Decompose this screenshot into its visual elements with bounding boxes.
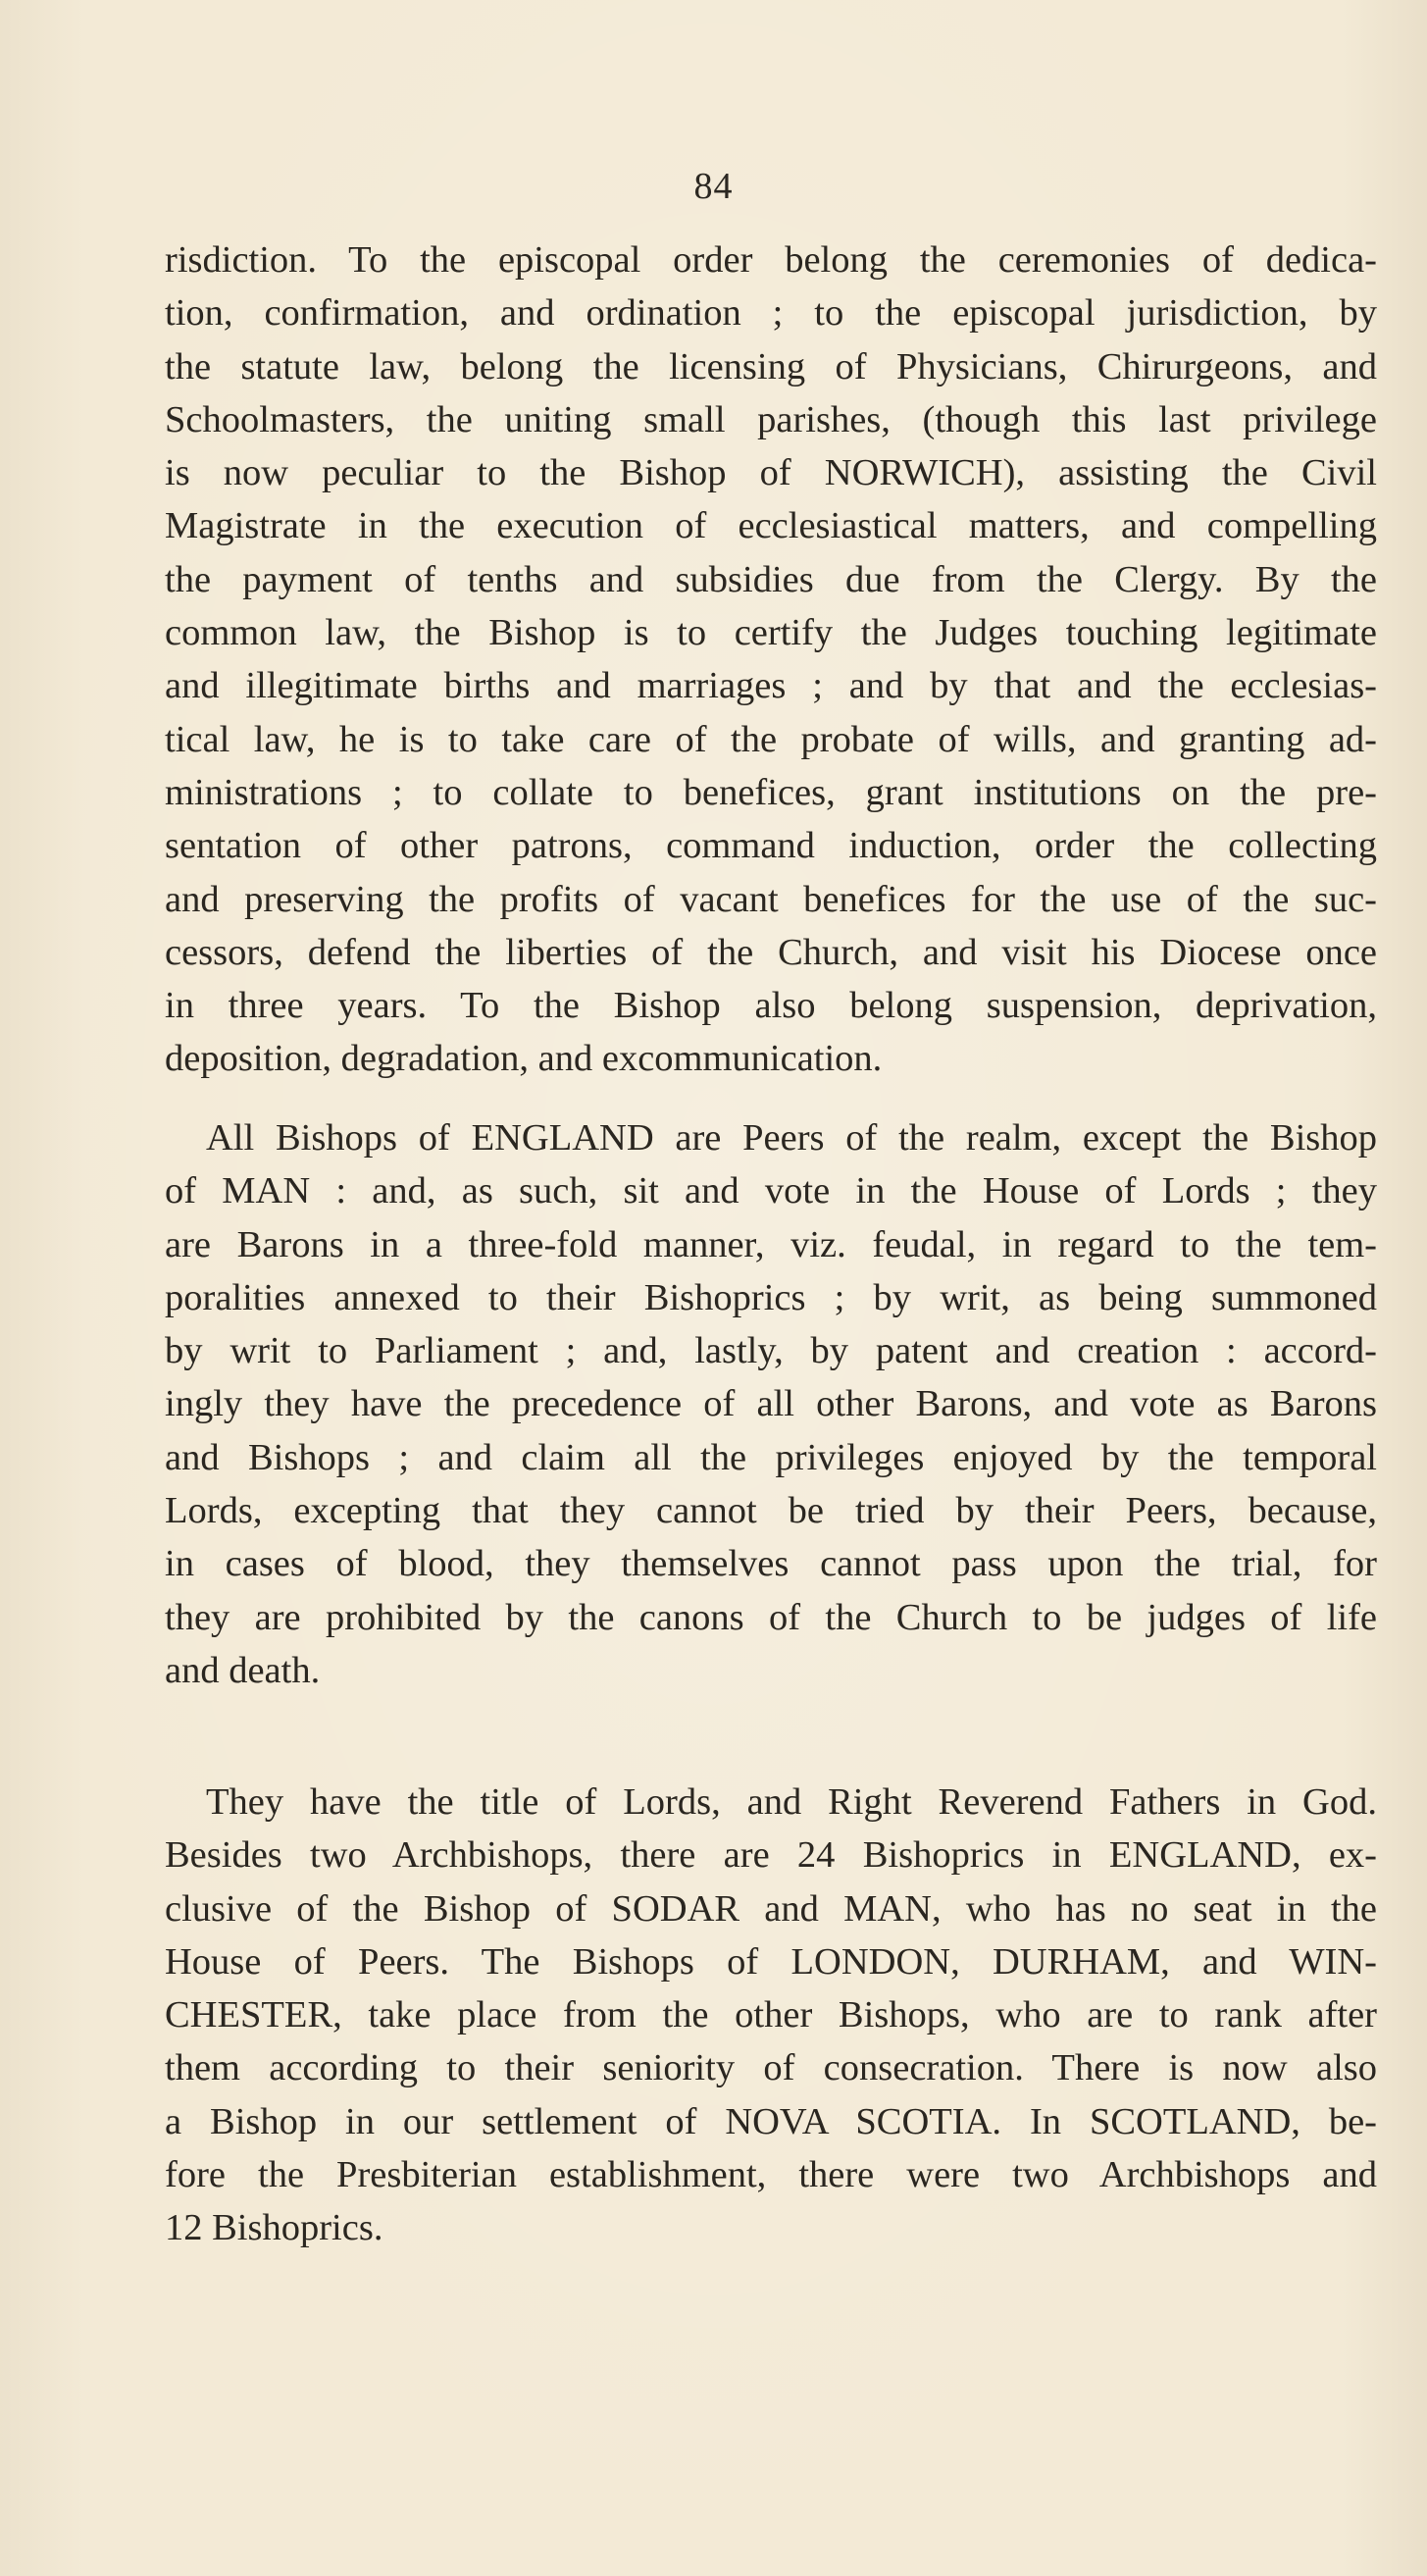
paragraph-line: is now peculiar to the Bishop of NORWICH), assisting the Civil xyxy=(165,452,1377,494)
paragraph-line: Besides two Archbishops, there are 24 Bishoprics in ENGLAND, ex- xyxy=(165,1834,1377,1877)
paragraph-line: a Bishop in our settlement of NOVA SCOTIA. In SCOTLAND, be- xyxy=(165,2100,1377,2142)
paragraph-line: in cases of blood, they themselves cannot pass upon the trial, for xyxy=(165,1543,1377,1585)
paragraph-line: and illegitimate births and marriages ; and by that and the ecclesias- xyxy=(165,665,1377,707)
paragraph-line: cessors, defend the liberties of the Church, and visit his Diocese once xyxy=(165,931,1377,973)
paragraph-2 xyxy=(165,1111,1377,1697)
paragraph-line: All Bishops of ENGLAND are Peers of the realm, except the Bishop xyxy=(206,1117,1377,1159)
paragraph-line: they are prohibited by the canons of the Church to be judges of life xyxy=(165,1596,1377,1638)
paragraph-line: tical law, he is to take care of the probate of wills, and granting ad- xyxy=(165,718,1377,760)
paragraph-1 xyxy=(165,233,1377,1086)
paragraph-line: They have the title of Lords, and Right Reverend Fathers in God. xyxy=(206,1781,1377,1823)
paragraph-line: Magistrate in the execution of ecclesiastical matters, and compelling xyxy=(165,505,1377,547)
paragraph-line: them according to their seniority of consecration. There is now also xyxy=(165,2047,1377,2089)
paragraph-line: by writ to Parliament ; and, lastly, by patent and creation : accord- xyxy=(165,1330,1377,1372)
paragraph-3 xyxy=(165,1776,1377,2255)
paragraph-line: ministrations ; to collate to benefices, grant institutions on the pre- xyxy=(165,771,1377,813)
paragraph-line: ingly they have the precedence of all other Barons, and vote as Barons xyxy=(165,1383,1377,1425)
paragraph-line: and Bishops ; and claim all the privileges enjoyed by the temporal xyxy=(165,1436,1377,1478)
paragraph-line: Lords, excepting that they cannot be tried by their Peers, because, xyxy=(165,1490,1377,1532)
page-number: 84 xyxy=(693,166,734,207)
paragraph-line: tion, confirmation, and ordination ; to the episcopal jurisdiction, by xyxy=(165,292,1377,335)
paragraph-line: clusive of the Bishop of SODAR and MAN, who has no seat in the xyxy=(165,1887,1377,1930)
paragraph-line: are Barons in a three-fold manner, viz. feudal, in regard to the tem- xyxy=(165,1223,1377,1265)
paragraph-line: the statute law, belong the licensing of Physicians, Chirurgeons, and xyxy=(165,345,1377,387)
paragraph-line: of MAN : and, as such, sit and vote in the House of Lords ; they xyxy=(165,1170,1377,1212)
paragraph-line: in three years. To the Bishop also belong suspension, deprivation, xyxy=(165,985,1377,1027)
paragraph-line: 12 Bishoprics. xyxy=(165,2207,383,2249)
paragraph-line: poralities annexed to their Bishoprics ; by writ, as being summoned xyxy=(165,1276,1377,1318)
paragraph-line: sentation of other patrons, command induction, order the collecting xyxy=(165,825,1377,867)
paragraph-line: fore the Presbiterian establishment, there were two Archbishops and xyxy=(165,2154,1377,2196)
paragraph-line: and preserving the profits of vacant benefices for the use of the suc- xyxy=(165,878,1377,920)
paragraph-line: CHESTER, take place from the other Bishops, who are to rank after xyxy=(165,1994,1377,2036)
paragraph-line: deposition, degradation, and excommunication. xyxy=(165,1038,883,1080)
paragraph-line: House of Peers. The Bishops of LONDON, DURHAM, and WIN- xyxy=(165,1940,1377,1983)
paragraph-line: common law, the Bishop is to certify the Judges touching legitimate xyxy=(165,612,1377,654)
paragraph-line: risdiction. To the episcopal order belong the ceremonies of dedica- xyxy=(165,239,1377,281)
paragraph-line: the payment of tenths and subsidies due from the Clergy. By the xyxy=(165,558,1377,600)
paragraph-line: Schoolmasters, the uniting small parishes, (though this last privilege xyxy=(165,398,1377,440)
paragraph-line: and death. xyxy=(165,1649,321,1691)
